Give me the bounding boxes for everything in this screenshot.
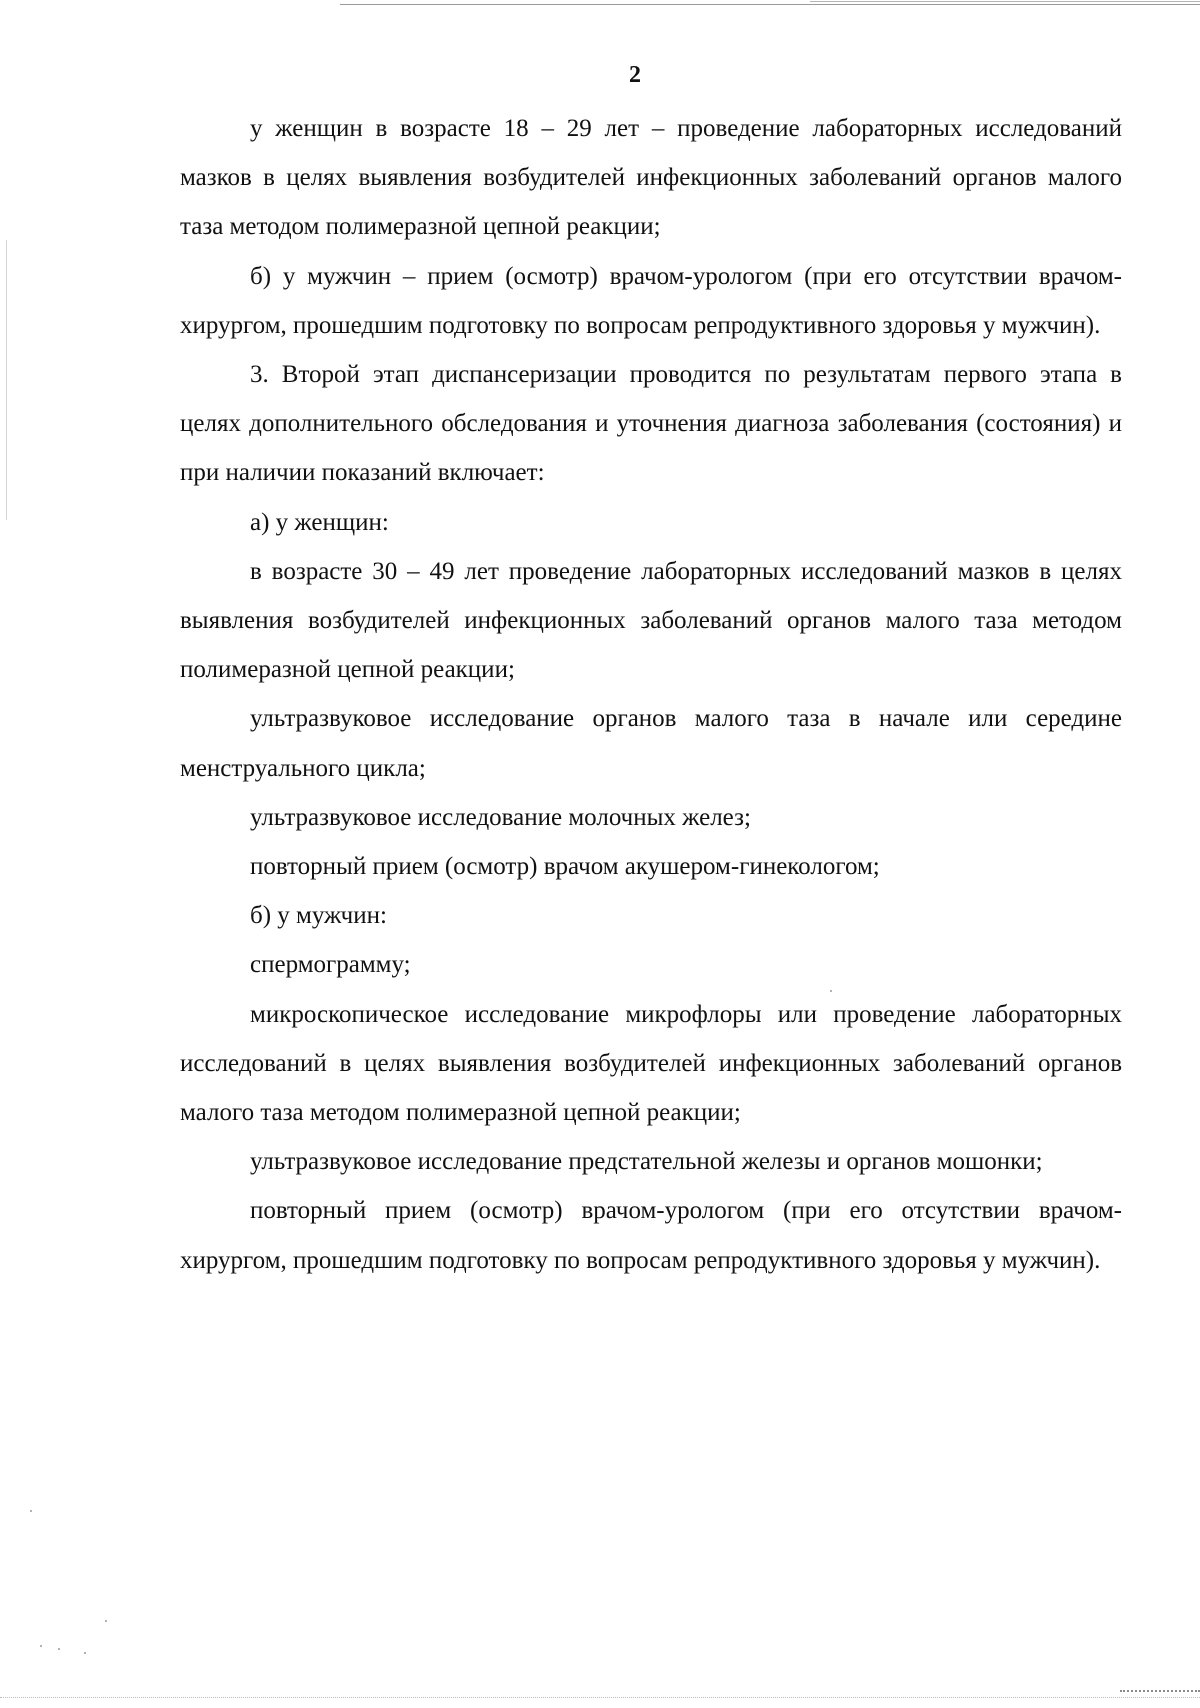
- paragraph: в возрасте 30 – 49 лет проведение лабораторных исследований мазков в целях выявления возбудителей инфекционных заболеваний органов малого таза методом полимеразной цепной реакции;: [180, 557, 1122, 684]
- paragraph: 3. Второй этап диспансеризации проводится по результатам первого этапа в целях дополнительного обследования и уточнения диагноза заболевания (состояния) и при наличии показаний включает:: [180, 361, 1122, 487]
- paragraph: микроскопическое исследование микрофлоры или проведение лабораторных исследований в целях выявления возбудителей инфекционных заболеваний органов малого таза методом полимеразной цепной реакции;: [180, 1000, 1122, 1127]
- scan-edge-line: [6, 240, 7, 520]
- scan-edge-line: [1120, 1690, 1200, 1692]
- scan-edge-line: [340, 4, 1200, 5]
- paragraph: у женщин в возрасте 18 – 29 лет – проведение лабораторных исследований мазков в целях выявления возбудителей инфекционных заболеваний органов малого таза методом полимеразной цепной реакции;: [180, 115, 1122, 241]
- paragraph: ультразвуковое исследование молочных желез;: [250, 803, 751, 831]
- paragraph: ультразвуковое исследование предстательной железы и органов мошонки;: [250, 1148, 1043, 1176]
- scan-edge-line: [810, 1, 1200, 2]
- scan-speck: [30, 1510, 32, 1512]
- scan-edge-line: [0, 1697, 1200, 1698]
- paragraph: повторный прием (осмотр) врачом-урологом (при его отсутствии врачом-хирургом, прошедшим подготовку по вопросам репродуктивного здоровья у мужчин).: [180, 1197, 1122, 1274]
- scan-speck: [105, 1620, 107, 1622]
- scan-speck: [58, 1648, 60, 1650]
- paragraph: повторный прием (осмотр) врачом акушером-гинекологом;: [250, 853, 880, 881]
- paragraph: ультразвуковое исследование органов малого таза в начале или середине менструального цикла;: [180, 705, 1122, 782]
- scan-speck: [40, 1645, 42, 1647]
- paragraph: а) у женщин:: [250, 508, 389, 536]
- paragraph: б) у мужчин – прием (осмотр) врачом-урологом (при его отсутствии врачом-хирургом, прошедшим подготовку по вопросам репродуктивного здоровья у мужчин).: [180, 262, 1122, 339]
- paragraph: спермограмму;: [250, 951, 411, 979]
- document-body: [180, 104, 1122, 1285]
- page-number: 2: [629, 62, 641, 88]
- scan-speck: [84, 1652, 86, 1654]
- paragraph: б) у мужчин:: [250, 902, 387, 930]
